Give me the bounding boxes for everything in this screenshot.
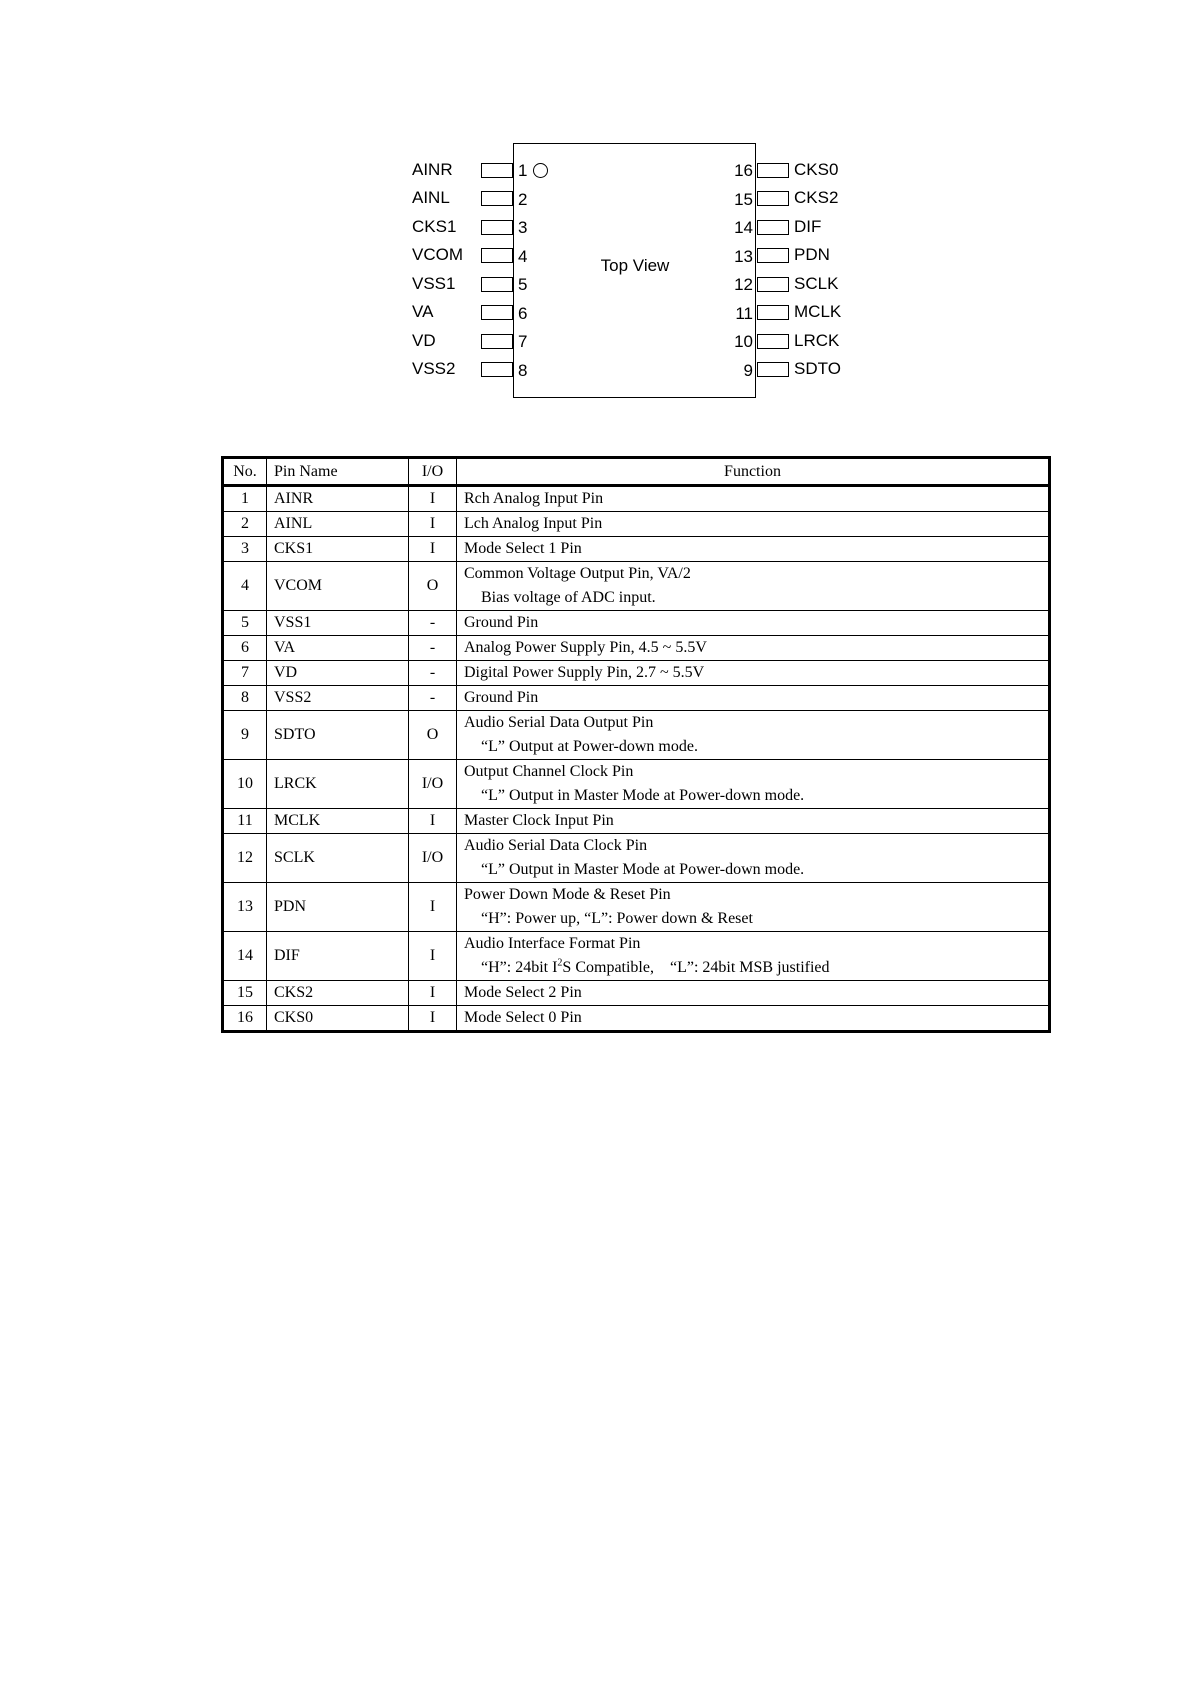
pin-number-left: 7	[518, 332, 528, 351]
cell-io: -	[409, 686, 457, 711]
pin-stub-5	[481, 277, 513, 292]
cell-pin-name: VD	[267, 661, 409, 686]
function-note: “L” Output at Power-down mode.	[481, 738, 698, 755]
function-text: Common Voltage Output Pin, VA/2	[464, 565, 691, 582]
pin-name-left: AINL	[412, 188, 450, 207]
cell-no: 3	[223, 537, 267, 562]
cell-no: 11	[223, 809, 267, 834]
pin-number-left: 1	[518, 161, 528, 180]
pin-name-left: VSS2	[412, 359, 456, 378]
cell-function: Digital Power Supply Pin, 2.7 ~ 5.5V	[457, 661, 1050, 686]
cell-function	[457, 834, 1050, 883]
note-part-a: “H”: 24bit I	[481, 959, 558, 976]
cell-io: I	[409, 981, 457, 1006]
cell-function: Analog Power Supply Pin, 4.5 ~ 5.5V	[457, 636, 1050, 661]
pin-number-right: 9	[743, 361, 753, 380]
function-note	[464, 956, 1041, 980]
cell-pin-name: PDN	[267, 883, 409, 932]
pin-number-right: 10	[734, 332, 753, 351]
cell-no: 16	[223, 1006, 267, 1032]
note-part-b: S Compatible, “L”: 24bit MSB justified	[562, 959, 830, 976]
cell-no: 4	[223, 562, 267, 611]
table-row	[223, 686, 1050, 711]
table-row	[223, 661, 1050, 686]
column-header-function: Function	[457, 458, 1050, 486]
pin-name-right: SDTO	[794, 359, 841, 378]
top-view-label: Top View	[600, 256, 670, 275]
table-row	[223, 711, 1050, 760]
cell-io: I/O	[409, 760, 457, 809]
cell-io: O	[409, 562, 457, 611]
cell-function	[457, 760, 1050, 809]
cell-pin-name: CKS1	[267, 537, 409, 562]
cell-function: Mode Select 2 Pin	[457, 981, 1050, 1006]
cell-io: I	[409, 1006, 457, 1032]
function-text: Audio Serial Data Clock Pin	[464, 837, 648, 854]
cell-io: -	[409, 636, 457, 661]
cell-io: I/O	[409, 834, 457, 883]
pin-name-right: LRCK	[794, 331, 840, 350]
function-text: Audio Serial Data Output Pin	[464, 714, 654, 731]
pin-stub-4	[481, 248, 513, 263]
cell-io: I	[409, 537, 457, 562]
cell-no: 6	[223, 636, 267, 661]
cell-function: Master Clock Input Pin	[457, 809, 1050, 834]
cell-io: I	[409, 486, 457, 512]
cell-io: -	[409, 611, 457, 636]
pin-number-right: 11	[735, 304, 753, 323]
cell-function: Ground Pin	[457, 686, 1050, 711]
cell-function: Lch Analog Input Pin	[457, 512, 1050, 537]
pin-name-left: VCOM	[412, 245, 463, 264]
table-row	[223, 636, 1050, 661]
pin-number-left: 5	[518, 275, 528, 294]
table-header-row	[223, 458, 1050, 486]
pin-stub-14	[757, 220, 789, 235]
cell-function: Rch Analog Input Pin	[457, 486, 1050, 512]
pin-stub-2	[481, 191, 513, 206]
pin-name-left: VSS1	[412, 274, 456, 293]
cell-pin-name: SCLK	[267, 834, 409, 883]
pin-number-right: 16	[734, 161, 753, 180]
pin-name-right: CKS0	[794, 160, 839, 179]
pin-number-left: 2	[518, 190, 528, 209]
cell-pin-name: DIF	[267, 932, 409, 981]
cell-io: -	[409, 661, 457, 686]
table-row	[223, 932, 1050, 981]
cell-pin-name: VA	[267, 636, 409, 661]
cell-function: Mode Select 1 Pin	[457, 537, 1050, 562]
cell-pin-name: CKS2	[267, 981, 409, 1006]
cell-pin-name: AINL	[267, 512, 409, 537]
pin-number-left: 8	[518, 361, 528, 380]
cell-function	[457, 932, 1050, 981]
table-row	[223, 562, 1050, 611]
cell-no: 14	[223, 932, 267, 981]
pin-number-right: 15	[734, 190, 753, 209]
column-header-io: I/O	[409, 458, 457, 486]
cell-no: 7	[223, 661, 267, 686]
pin-number-right: 12	[734, 275, 753, 294]
cell-no: 12	[223, 834, 267, 883]
cell-no: 10	[223, 760, 267, 809]
function-note: “L” Output in Master Mode at Power-down mode.	[481, 787, 805, 804]
pin-stub-12	[757, 277, 789, 292]
cell-no: 1	[223, 486, 267, 512]
column-header-pin-name: Pin Name	[267, 458, 409, 486]
cell-function: Mode Select 0 Pin	[457, 1006, 1050, 1032]
cell-function	[457, 711, 1050, 760]
pin-stub-9	[757, 362, 789, 377]
pin1-marker-icon	[533, 163, 548, 178]
pin-stub-16	[757, 163, 789, 178]
column-header-no: No.	[223, 458, 267, 486]
function-text: Power Down Mode & Reset Pin	[464, 886, 671, 903]
cell-pin-name: MCLK	[267, 809, 409, 834]
table-row	[223, 981, 1050, 1006]
pin-name-right: SCLK	[794, 274, 839, 293]
table-row	[223, 537, 1050, 562]
pin-stub-7	[481, 334, 513, 349]
cell-io: I	[409, 883, 457, 932]
pin-name-right: CKS2	[794, 188, 839, 207]
cell-no: 8	[223, 686, 267, 711]
cell-io: I	[409, 512, 457, 537]
table-row	[223, 512, 1050, 537]
pin-function-table	[221, 456, 1051, 1033]
table-row	[223, 1006, 1050, 1032]
table-row	[223, 834, 1050, 883]
cell-pin-name: VSS1	[267, 611, 409, 636]
cell-no: 9	[223, 711, 267, 760]
pin-stub-6	[481, 305, 513, 320]
pin-number-right: 13	[734, 247, 753, 266]
pin-stub-3	[481, 220, 513, 235]
function-note: Bias voltage of ADC input.	[481, 589, 656, 606]
pin-name-left: CKS1	[412, 217, 457, 236]
pin-stub-15	[757, 191, 789, 206]
cell-pin-name: AINR	[267, 486, 409, 512]
function-text: Audio Interface Format Pin	[464, 935, 641, 952]
cell-io: I	[409, 809, 457, 834]
pin-stub-10	[757, 334, 789, 349]
pin-stub-8	[481, 362, 513, 377]
table-row	[223, 883, 1050, 932]
cell-no: 2	[223, 512, 267, 537]
cell-io: I	[409, 932, 457, 981]
cell-function	[457, 562, 1050, 611]
pin-stub-1	[481, 163, 513, 178]
cell-pin-name: CKS0	[267, 1006, 409, 1032]
table-row	[223, 611, 1050, 636]
cell-no: 5	[223, 611, 267, 636]
cell-no: 15	[223, 981, 267, 1006]
cell-pin-name: VSS2	[267, 686, 409, 711]
function-note: “H”: Power up, “L”: Power down & Reset	[481, 910, 753, 927]
note-superscript: 2	[557, 957, 563, 969]
pin-stub-13	[757, 248, 789, 263]
pin-number-left: 6	[518, 304, 528, 323]
table-row	[223, 809, 1050, 834]
pin-number-left: 4	[518, 247, 528, 266]
pin-name-right: DIF	[794, 217, 822, 236]
cell-pin-name: VCOM	[267, 562, 409, 611]
cell-no: 13	[223, 883, 267, 932]
pin-name-right: MCLK	[794, 302, 842, 321]
function-note: “L” Output in Master Mode at Power-down mode.	[481, 861, 805, 878]
cell-io: O	[409, 711, 457, 760]
cell-function: Ground Pin	[457, 611, 1050, 636]
pin-stub-11	[757, 305, 789, 320]
pin-name-left: VA	[412, 302, 434, 321]
cell-function	[457, 883, 1050, 932]
pin-number-right: 14	[734, 218, 753, 237]
pin-number-left: 3	[518, 218, 528, 237]
cell-pin-name: LRCK	[267, 760, 409, 809]
table-row	[223, 760, 1050, 809]
pin-name-left: AINR	[412, 160, 453, 179]
pin-name-left: VD	[412, 331, 436, 350]
function-text: Output Channel Clock Pin	[464, 763, 634, 780]
pin-name-right: PDN	[794, 245, 830, 264]
table-row	[223, 486, 1050, 512]
pin-diagram	[0, 0, 1191, 420]
cell-pin-name: SDTO	[267, 711, 409, 760]
